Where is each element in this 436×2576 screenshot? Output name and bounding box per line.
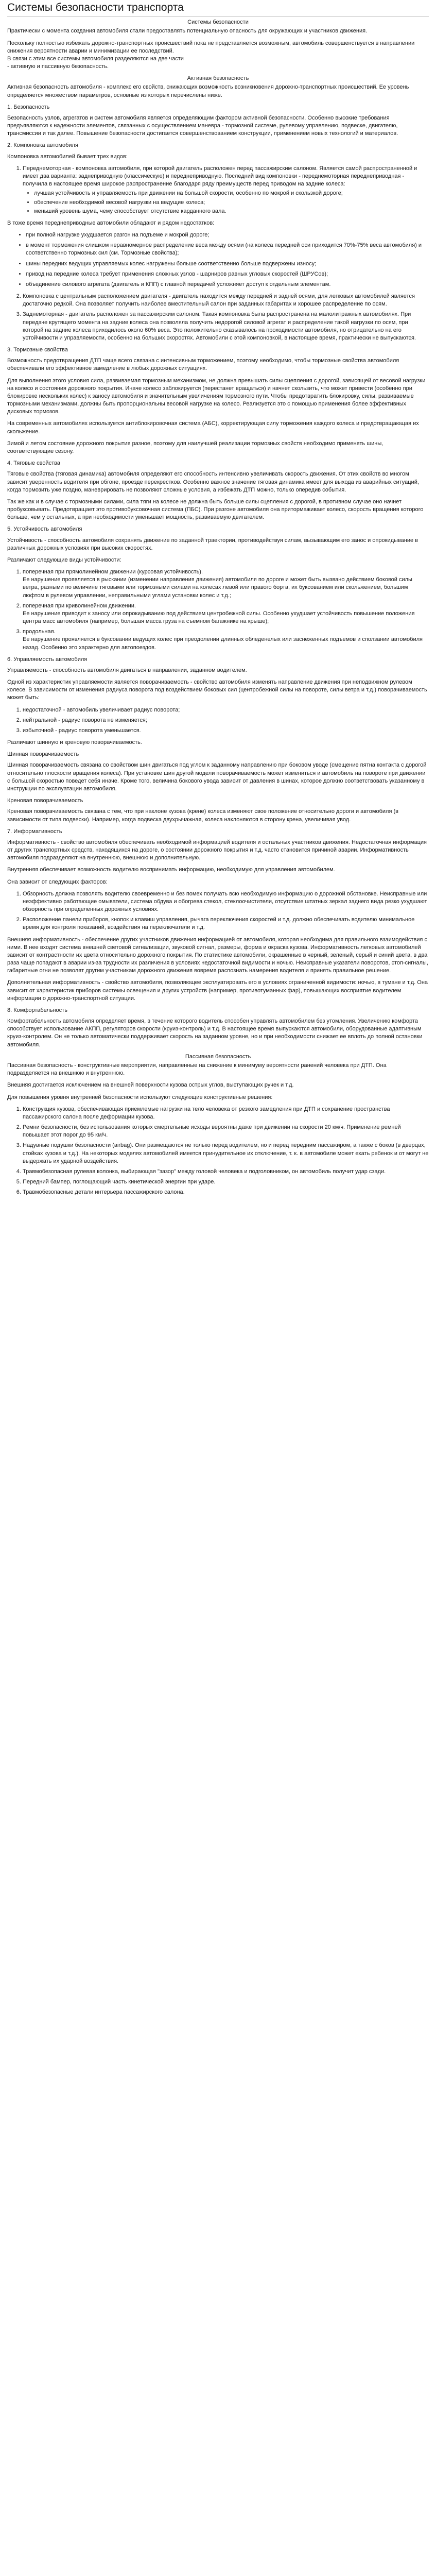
list-item-text: продольная. Ее нарушение проявляется в буксовании ведущих колес при преодолении длинных обледенелых или заснеженных подъемов и сползании автомобиля назад. Особенно это характерно для автопоездов.: [23, 629, 423, 651]
bullet-list: [23, 190, 429, 215]
bullet-item: • меньший уровень шума, чему способствует отсутствие карданного вала.: [34, 208, 429, 215]
paragraph: Шинная поворачиваемость связана со свойством шин двигаться под углом к заданному направлению при боковом уводе (смещение пятна контакта с дорогой относительно плоскости вращения колеса). При установке шин другой модели поворачиваемость может измениться и автомобиль на повороте при движении с большой скоростью поведет себя иначе. Кроме того, величина бокового увода зависит от давления в шинах, которое должно соответствовать указанному в инструкции по эксплуатации автомобиля.: [7, 762, 427, 792]
list-item-text: Заднемоторная - двигатель расположен за пассажирским салоном. Такая компоновка была распространена на малолитражных автомобилях. При передаче крутящего момента на задние колеса она позволяла получить недорогой силовой агрегат и распределение такой нагрузки по осям, при которой на задние колеса приходилось около 60% веса. Это положительно сказывалось на проходимости автомобиля, но отрицательно на его устойчивости и управляемости, особенно на больших скоростях. Автомобили с этой компоновкой, в настоящее время, практически не выпускаются.: [23, 311, 416, 341]
list-item-text: Травмобезопасные детали интерьера пассажирского салона.: [23, 1189, 185, 1196]
paragraph: Так же как и в случае с тормозными силами, сила тяги на колесе не должна быть больше силы сцепления с дорогой, в противном случае оно начнет пробуксовывать. Предотвращает это противобуксовочная система (ПБС). При разгоне автомобиля она притормаживает колесо, скорость вращения которого больше, чем у остальных, а при необходимости уменьшает мощность, развиваемую двигателем.: [7, 498, 424, 521]
numbered-list: [7, 165, 429, 215]
list-item: [23, 1124, 429, 1139]
subsection-heading: 8. Комфортабельность: [7, 1007, 67, 1013]
list-item: [23, 1106, 429, 1121]
subsection-heading: 4. Тяговые свойства: [7, 460, 60, 467]
list-item-text: Компоновка с центральным расположением двигателя - двигатель находится между передней и задней осями, для легковых автомобилей является достаточно редкой. Она позволяет получить наиболее вместительный салон при заданных габаритах и хорошее распределение по осям.: [23, 293, 415, 308]
bullet-item: • обеспечение необходимой весовой нагрузки на ведущие колеса;: [34, 199, 429, 207]
paragraph: В тоже время переднеприводные автомобили обладают и рядом недостатков:: [7, 219, 215, 226]
paragraph: На современных автомобилях используется антиблокировочная система (АБС), корректирующая силу торможения каждого колеса и предотвращающая их скольжение.: [7, 420, 419, 435]
list-item-text: Переднемоторная - компоновка автомобиля, при которой двигатель расположен перед пассажирским салоном. Является самой распространенной и имеет два варианта: заднеприводную (классическую) и переднеприводную. Последний вид компоновки - переднемоторная переднеприводная - получила в настоящее время широкое распространение благодаря ряду преимуществ перед приводом на задние колеса:: [23, 165, 417, 188]
subsection-heading: 6. Управляемость автомобиля: [7, 656, 88, 663]
list-item-text: Ремни безопасности, без использования которых смертельные исходы вероятны даже при движении на скорости 20 км/ч. Применение ремней повышает этот порог до 95 км/ч.: [23, 1124, 401, 1139]
paragraph: Она зависит от следующих факторов:: [7, 878, 108, 885]
numbered-list: [7, 1106, 429, 1197]
paragraph: Различают следующие виды устойчивости:: [7, 556, 121, 563]
subsection-heading: 1. Безопасность: [7, 104, 50, 110]
bullet-item: • при полной нагрузке ухудшается разгон на подъеме и мокрой дороге;: [26, 231, 429, 239]
list-item: [23, 311, 429, 342]
bullet-item: • в момент торможения слишком неравномерное распределение веса между осями (на колеса передней оси приходится 70%-75% веса автомобиля) и соответственно тормозных сил (см. Тормозные свойства);: [26, 242, 429, 257]
bullet-item: • привод на передние колеса требует применения сложных узлов - шарниров равных угловых скоростей (ШРУСов);: [26, 270, 429, 278]
list-item: [23, 602, 429, 626]
bullet-list: [7, 231, 429, 289]
paragraph: Одной из характеристик управляемости является поворачиваемость - свойство автомобиля изменять направление движения при неподвижном рулевом колесе. В зависимости от изменения радиуса поворота под воздействием боковых сил (центробежной силы на повороте, силы ветра и т.д.) поворачиваемость может быть:: [7, 679, 427, 701]
section-heading: Активная безопасность: [187, 75, 249, 82]
bullet-item: • объединение силового агрегата (двигатель и КПП) с главной передачей усложняет доступ к отдельным элементам.: [26, 281, 429, 289]
list-item: [23, 890, 429, 914]
paragraph: Для выполнения этого условия сила, развиваемая тормозным механизмом, не должна превышать силы сцепления с дорогой, зависящей от весовой нагрузки на колесо и состояния дорожного покрытия. Иначе колесо заблокируется (перестанет вращаться) и начнет скользить, что может привести (особенно при блокировке нескольких колес) к заносу автомобиля и значительным увеличениям тормозного пути. Чтобы предотвратить блокировку, силы, развиваемые тормозными механизмами, должны быть пропорциональны весовой нагрузке на колесо. Реализуется это с помощью применения более эффективных дисковых тормозов.: [7, 377, 426, 415]
list-item-text: Травмобезопасная рулевая колонка, выбирающая "зазор" между головой человека и подголовником, он автомобиль получит удар сзади.: [23, 1168, 386, 1175]
list-item: [23, 1178, 429, 1186]
list-item-text: Обзорность должна позволять водителю своевременно и без помех получать всю необходимую информацию о дорожной обстановке. Неисправные или неэффективно работающие омыватели, система обдува и обогрева стекол, стеклоочистители, отсутствие штатных зеркал заднего вида резко ухудшают обзорность при определенных дорожных условиях.: [23, 890, 427, 913]
paragraph: Управляемость - способность автомобиля двигаться в направлении, заданном водителем.: [7, 667, 247, 673]
numbered-list: [7, 706, 429, 735]
numbered-list: [7, 890, 429, 932]
list-item: [23, 1189, 429, 1196]
paragraph: Компоновка автомобилей бывает трех видов:: [7, 153, 128, 160]
list-item-text: Передний бампер, поглощающий часть кинетической энергии при ударе.: [23, 1179, 216, 1185]
paragraph: Дополнительная информативность - свойство автомобиля, позволяющее эксплуатировать его в условиях ограниченной видимости: ночью, в тумане и т.д. Она зависит от характеристик приборов системы освещения и других устройств (например, противотуманных фар), повышающих восприятие водителем информации о дорожно-транспортной ситуации.: [7, 979, 428, 1002]
document-page: [0, 0, 436, 1206]
paragraph: Для повышения уровня внутренней безопасности используют следующие конструктивные решения:: [7, 1094, 273, 1100]
paragraph: Зимой и летом состояние дорожного покрытия разное, поэтому для наилучшей реализации тормозных свойств необходимо применять шины, соответствующие сезону.: [7, 440, 383, 454]
subsection-heading: 3. Тормозные свойства: [7, 347, 68, 353]
list-item: [23, 628, 429, 652]
list-item: [23, 165, 429, 215]
subsection-heading: 7. Информативность: [7, 828, 62, 835]
paragraph: Внешняя достигается исключением на внешней поверхности кузова острых углов, выступающих ручек и т.д.: [7, 1082, 294, 1089]
paragraph: Поскольку полностью избежать дорожно-транспортных происшествий пока не представляется возможным, автомобиль совершенствуется в направлении снижения вероятности аварии и минимизации ее последствий. В связи с этим все системы автомобиля разделяются на две части - активную и пассивную безопасность.: [7, 40, 415, 70]
list-item: [23, 727, 429, 735]
list-item-text: Конструкция кузова, обеспечивающая приемлемые нагрузки на тело человека от резкого замедления при ДТП и сохранение пространства пассажирского салона после деформации кузова.: [23, 1106, 390, 1120]
numbered-list: [7, 293, 429, 342]
list-item: [23, 1168, 429, 1176]
paragraph: Креновая поворачиваемость связана с тем, что при наклоне кузова (крене) колеса изменяют свое положение относительно дороги и автомобиля (в зависимости от типа подвески). Например, когда подвеска двухрычажная, колеса наклоняются в сторону крена, увеличивая увод.: [7, 808, 398, 823]
list-item: [23, 293, 429, 308]
paragraph: Практически с момента создания автомобиля стали предоставлять потенциальную опасность для окружающих и участников движения.: [7, 28, 368, 35]
subsection-heading: Шинная поворачиваемость: [7, 751, 79, 758]
list-item-text: Расположение панели приборов, кнопок и клавиш управления, рычага переключения скоростей и т.д. должно обеспечивать водителю минимальное время для контроля показаний, воздействия на переключатели и т.д.: [23, 917, 415, 931]
paragraph: Комфортабельность автомобиля определяет время, в течение которого водитель способен управлять автомобилем без утомления. Увеличению комфорта способствует использование АКПП, регуляторов скорости (круиз-контроль) и т.д. В настоящее время выпускаются автомобили, оборудованные адаптивным круиз-контролем. Он не только автоматически поддерживает скорость на заданном уровне, но и при необходимости снижает ее вплоть до полной остановки автомобиля.: [7, 1018, 423, 1048]
paragraph: Тяговые свойства (тяговая динамика) автомобиля определяют его способность интенсивно увеличивать скорость движения. От этих свойств во многом зависит уверенность водителя при обгоне, проезде перекрестков. Особенно важное значение тяговая динамика имеет для выхода из аварийных ситуаций, когда тормозить уже поздно, маневрировать не позволяют сложные условия, а избежать ДТП можно, только опередив события.: [7, 471, 419, 493]
paragraph: Внешняя информативность - обеспечение других участников движения информацией от автомобиля, которая необходима для правильного взаимодействия с ними. В нее входят система внешней световой сигнализации, звуковой сигнал, размеры, форма и окраска кузова. Информативность легковых автомобилей зависит от контрастности их цвета относительно дорожного покрытия. По статистике автомобили, окрашенные в черный, зеленый, серый и синий цвета, в два раза чаще попадают в аварии из-за трудности их различения в условиях недостаточной видимости и ночью. Неисправные указатели поворотов, стоп-сигналы, габаритные огни не позволят другим участникам дорожного движения вовремя распознать намерения водителя и принять правильное решение.: [7, 936, 428, 974]
paragraph: Информативность - свойство автомобиля обеспечивать необходимой информацией водителя и остальных участников движения. Недостаточная информация от других транспортных средств, находящихся на дороге, о состоянии дорожного покрытия и т.д. часто становится причиной аварии. Информативность автомобиля подразделяют на внутреннюю, внешнюю и дополнительную.: [7, 839, 427, 861]
section-heading: Системы безопасности: [187, 19, 249, 26]
list-item-text: поперечная при криволинейном движении. Ее нарушение приводит к заносу или опрокидыванию под действием центробежной силы. Особенно ухудшает устойчивость повышение положения центра масс автомобиля (например, большая масса груза на съемном багажнике на крыше);: [23, 602, 415, 625]
numbered-list: [7, 568, 429, 652]
paragraph: Активная безопасность автомобиля - комплекс его свойств, снижающих возможность возникновения дорожно-транспортных происшествий. Ее уровень определяется множеством параметров, основные из которых перечислены ниже.: [7, 84, 409, 98]
paragraph: Пассивная безопасность - конструктивные мероприятия, направленные на снижение к минимуму вероятности ранений человека при ДТП. Она подразделяется на внешнюю и внутреннюю.: [7, 1062, 387, 1077]
subsection-heading: 5. Устойчивость автомобиля: [7, 526, 82, 533]
list-item-text: нейтральной - радиус поворота не изменяется;: [23, 717, 147, 723]
list-item: [23, 568, 429, 600]
section-heading: Пассивная безопасность: [185, 1053, 251, 1060]
list-item: [23, 916, 429, 931]
list-item-text: Надувные подушки безопасности (airbag). Они размещаются не только перед водителем, но и перед передним пассажиром, а также с боков (в дверцах, стойках кузова и т.д.). На некоторых моделях автомобилей имеется принудительное их отключение, т. к. в автомобиле может ехать ребенок и от могут не выдержать их ударной воздействия.: [23, 1142, 429, 1164]
article-body: [7, 19, 429, 1196]
paragraph: Возможность предотвращения ДТП чаще всего связана с интенсивным торможением, поэтому необходимо, чтобы тормозные свойства автомобиля обеспечивали его эффективное замедление в любых дорожных ситуациях.: [7, 358, 399, 372]
paragraph: Различают шинную и креновую поворачиваемость.: [7, 739, 142, 746]
list-item: [23, 717, 429, 724]
list-item: [23, 706, 429, 714]
bullet-item: • шины передних ведущих управляемых колес нагружены больше соответственно больше подвержены износу;: [26, 260, 429, 268]
list-item-text: избыточной - радиус поворота уменьшается.: [23, 727, 141, 734]
bullet-item: • лучшая устойчивость и управляемость при движении на большой скорости, особенно по мокрой и скользкой дороге;: [34, 190, 429, 197]
paragraph: Внутренняя обеспечивает возможность водителю воспринимать информацию, необходимую для управления автомобилем.: [7, 867, 335, 873]
list-item-text: поперечная при прямолинейном движении (курсовая устойчивость). Ее нарушение проявляется в рыскании (изменении направления движения) автомобиля по дороге и может быть вызвано действием боковой силы ветра, разными по величине тяговыми или тормозными силами на колесах левой или правого борта, их буксованием или скольжением, большим люфтом в рулевом управлении, неправильными углами установки колес и т.д.;: [23, 569, 412, 599]
subsection-heading: 2. Компоновка автомобиля: [7, 142, 78, 149]
paragraph: Безопасность узлов, агрегатов и систем автомобиля является определяющим фактором активной безопасности. Особенно высокие требования предъявляются к надежности элементов, связанных с осуществлением маневра - тормозной системе, рулевому управлению, подвеске, двигателю, трансмиссии и так далее. Повышение безопасности достигается совершенствованием конструкции, применением новых технологий и материалов.: [7, 114, 398, 137]
page-title: Системы безопасности транспорта: [7, 1, 429, 16]
paragraph: Устойчивость - способность автомобиля сохранять движение по заданной траектории, противодействуя силам, вызывающим его занос и опрокидывание в различных дорожных условиях при высоких скоростях.: [7, 537, 418, 551]
subsection-heading: Креновая поворачиваемость: [7, 798, 83, 804]
list-item-text: недостаточной - автомобиль увеличивает радиус поворота;: [23, 706, 180, 713]
list-item: [23, 1142, 429, 1165]
